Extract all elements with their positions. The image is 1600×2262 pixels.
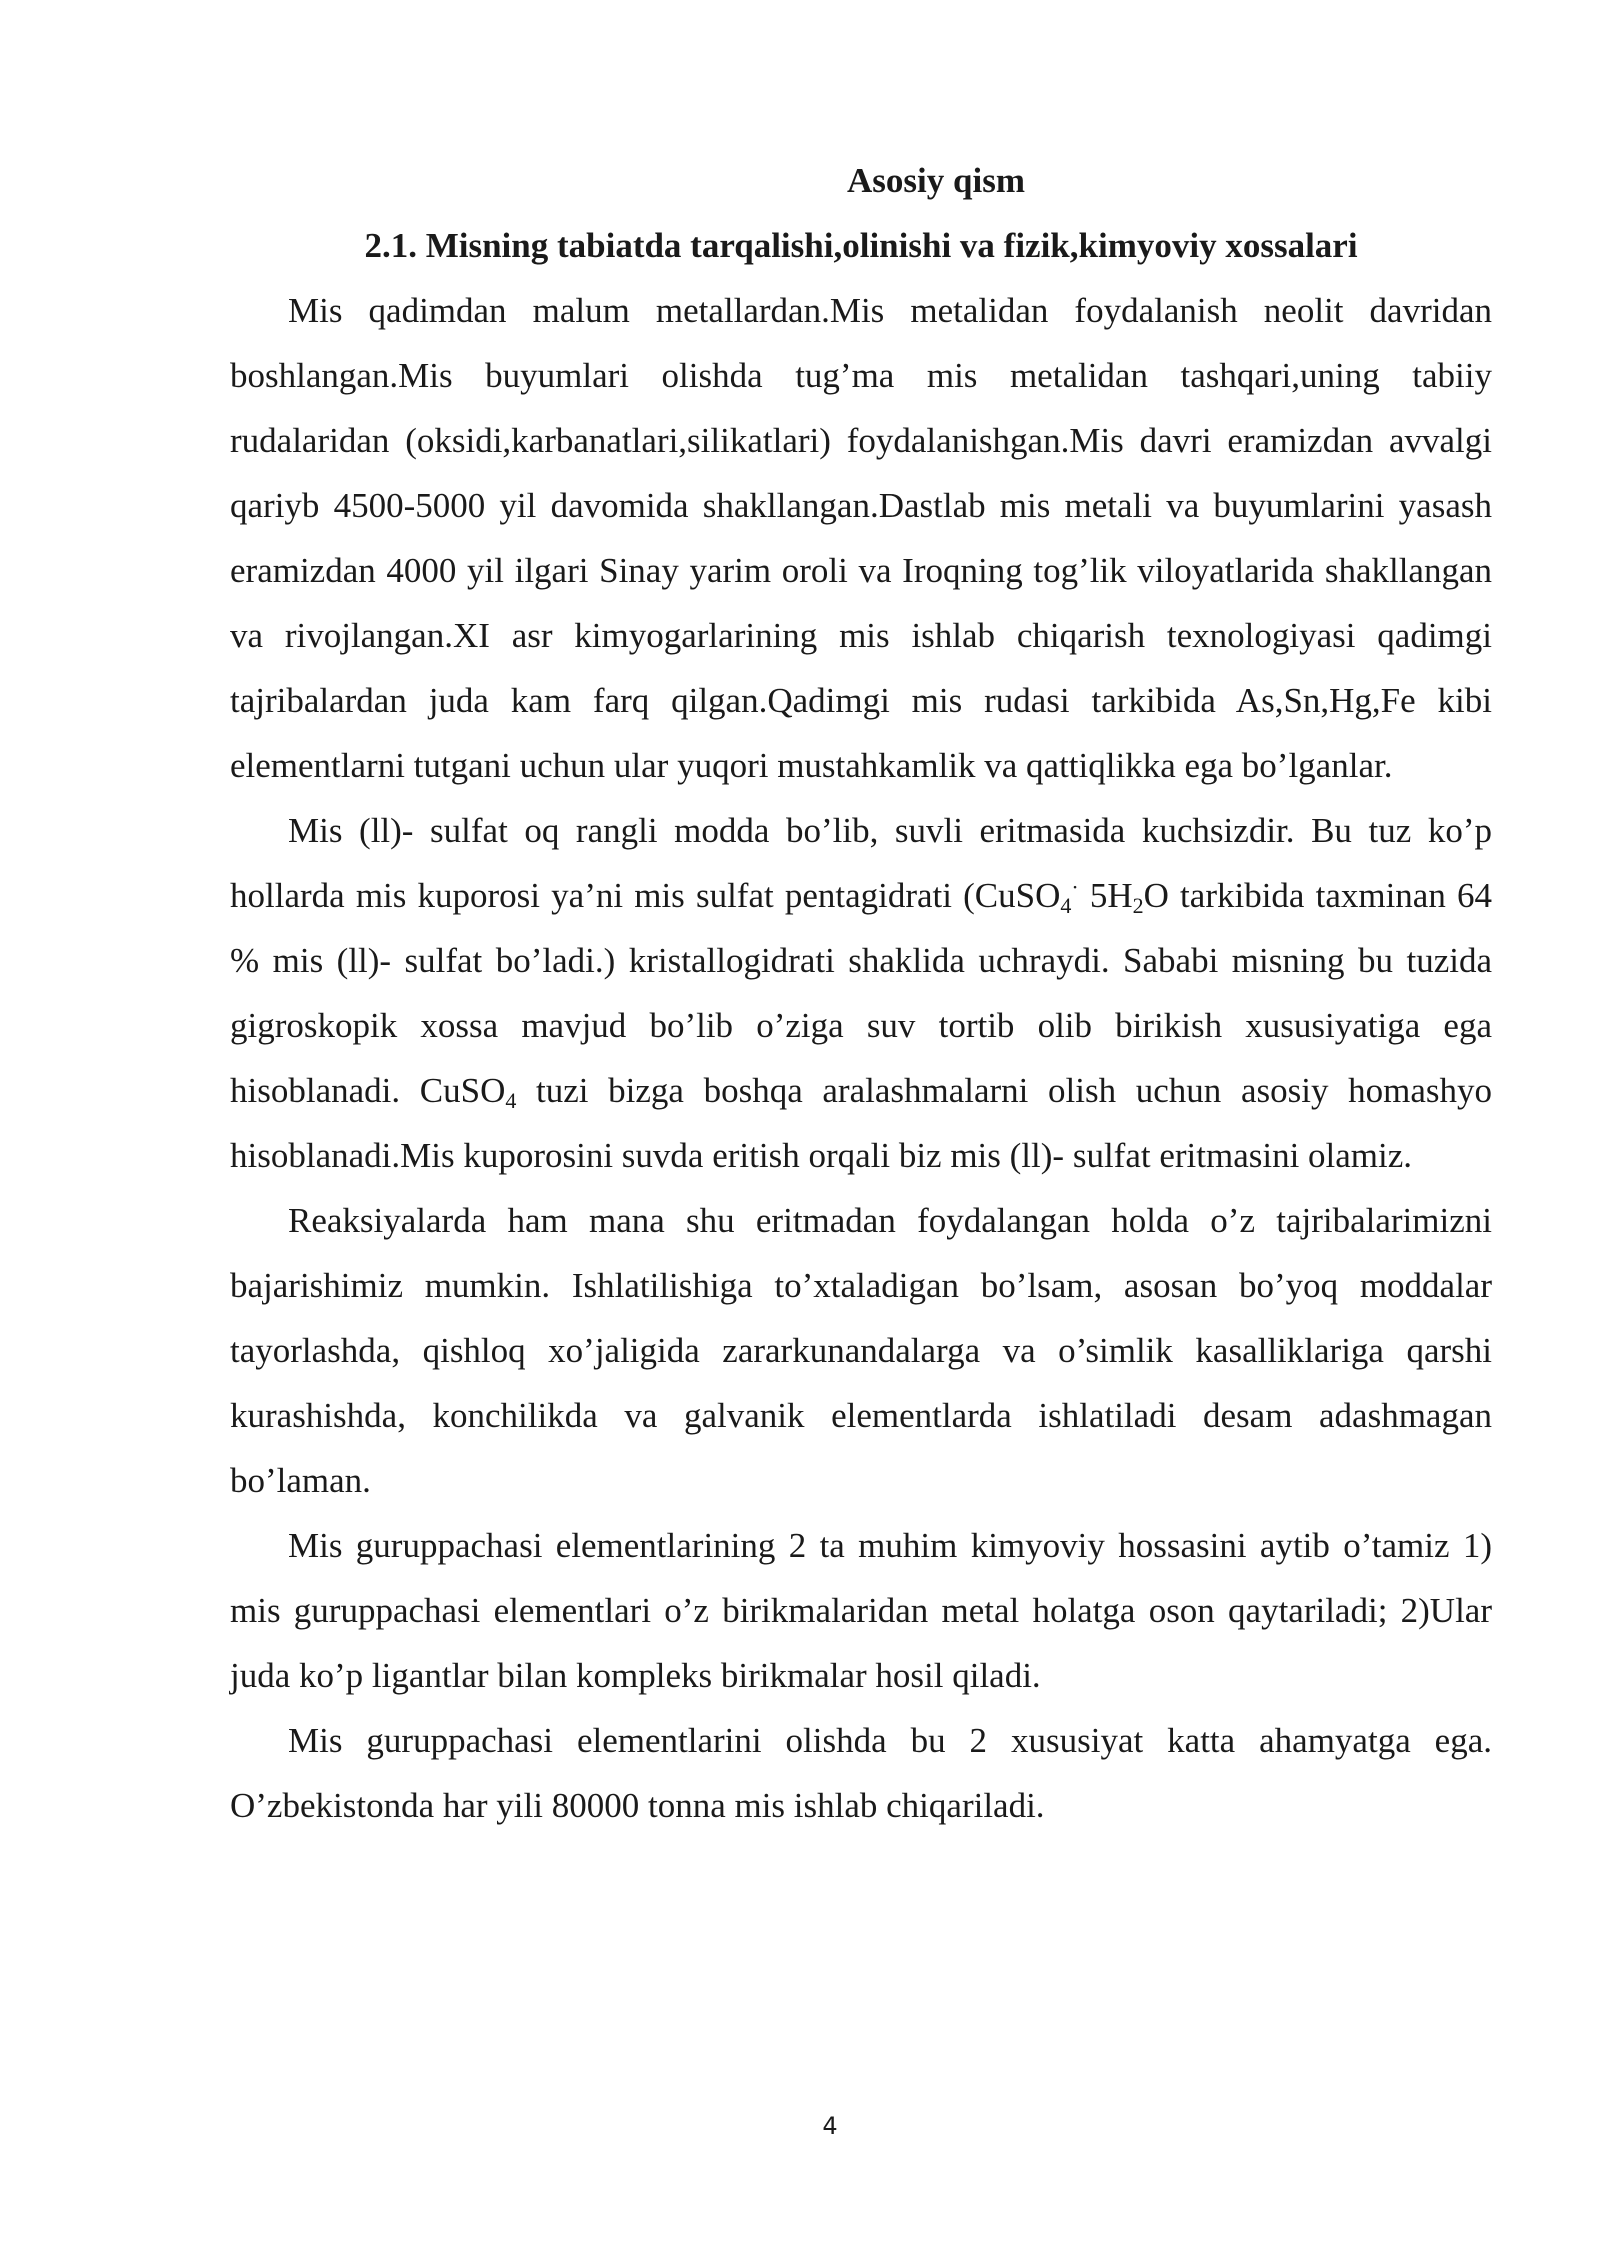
dot-symbol: · [1071, 874, 1079, 900]
subsection-title: 2.1. Misning tabiatda tarqalishi,olinishi va fizik,kimyoviy xossalari [364, 226, 1358, 265]
document-page [230, 148, 1492, 1838]
paragraph-applications: Reaksiyalarda ham mana shu eritmadan foydalangan holda o’z tajribalarimizni bajarishimiz mumkin. Ishlatilishiga to’xtaladigan bo’lsam, asosan bo’yoq moddalar tayorlashda, qishloq xo’jaligida zararkunandalarga va o’simlik kasalliklariga qarshi kurashishda, konchilikda va galvanik elementlarda ishlatiladi desam adashmagan bo’laman. [230, 1201, 1492, 1500]
subscript: 4 [1060, 893, 1072, 918]
text-run: 5H [1078, 876, 1133, 915]
paragraph-production: Mis guruppachasi elementlarini olishda bu 2 xususiyat katta ahamyatga ega. O’zbekistonda har yili 80000 tonna mis ishlab chiqariladi. [230, 1721, 1492, 1825]
paragraph-copper-sulfate [230, 798, 1492, 1188]
text-run: tuzi bizga boshqa aralashmalarni olish uchun asosiy homashyo hisoblanadi.Mis kuporosini suvda eritish orqali biz mis (ll)- sulfat eritmasini olamiz. [230, 1071, 1492, 1175]
text-run: Mis (ll)- sulfat oq rangli modda bo’lib, suvli eritmasida kuchsizdir. Bu tuz ko’p hollarda mis kuporosi ya’ni mis sulfat pentagidrati (CuSO [230, 811, 1492, 915]
paragraph-history: Mis qadimdan malum metallardan.Mis metalidan foydalanish neolit davridan boshlangan.Mis buyumlari olishda tug’ma mis metalidan tashqari,uning tabiiy rudalaridan (oksidi,karbanatlari,silikatlari) foydalanishgan.Mis davri eramizdan avvalgi qariyb 4500-5000 yil davomida shakllangan.Dastlab mis metali va buyumlarini yasash eramizdan 4000 yil ilgari Sinay yarim oroli va Iroqning tog’lik viloyatlarida shakllangan va rivojlangan.XI asr kimyogarlarining mis ishlab chiqarish texnologiyasi qadimgi tajribalardan juda kam farq qilgan.Qadimgi mis rudasi tarkibida As,Sn,Hg,Fe kibi elementlarni tutgani uchun ular yuqori mustahkamlik va qattiqlikka ega bo’lganlar. [230, 291, 1492, 785]
section-title: Asosiy qism [847, 161, 1025, 200]
page-number: 4 [822, 2112, 838, 2140]
paragraph-chemical-properties: Mis guruppachasi elementlarining 2 ta muhim kimyoviy hossasini aytib o’tamiz 1) mis guruppachasi elementlari o’z birikmalaridan metal holatga oson qaytariladi; 2)Ular juda ko’p ligantlar bilan kompleks birikmalar hosil qiladi. [230, 1526, 1492, 1695]
text-run: O tarkibida taxminan 64 % mis (ll)- sulfat bo’ladi.) kristallogidrati shaklida uchraydi. Sababi misning bu tuzida gigroskopik xossa mavjud bo’lib o’ziga suv tortib olib birikish xususiyatiga ega hisoblanadi. CuSO [230, 876, 1492, 1110]
subscript: 2 [1132, 893, 1144, 918]
subscript: 4 [505, 1088, 517, 1113]
